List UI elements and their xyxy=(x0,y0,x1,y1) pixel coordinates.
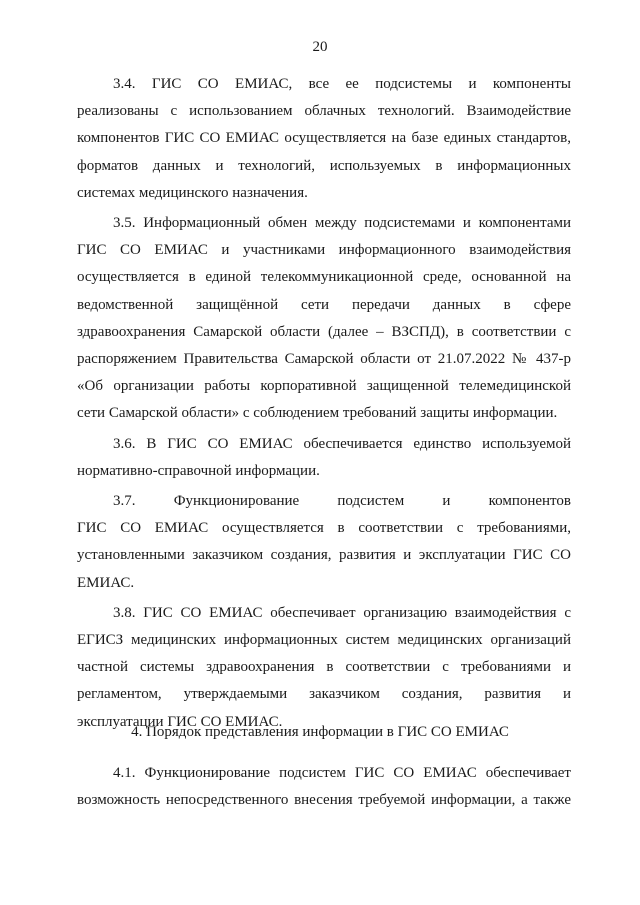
text-line: установленными заказчиком создания, развития и эксплуатации ГИС СО xyxy=(77,547,571,564)
text-line: здравоохранения Самарской области (далее – ВЗСПД), в соответствии с xyxy=(77,323,571,340)
text-line: 3.4. ГИС СО ЕМИАС, все ее подсистемы и компоненты xyxy=(113,76,571,92)
text-line: ведомственной защищённой сети передачи данных в сфере xyxy=(77,296,571,313)
text-line: сети Самарской области» с соблюдением требований защиты информации. xyxy=(77,405,558,422)
text-line: 3.7. Функционирование подсистем и компонентов xyxy=(113,493,571,510)
text-line: 3.8. ГИС СО ЕМИАС обеспечивает организацию взаимодействия с xyxy=(113,604,571,621)
paragraph-3-6 xyxy=(77,431,571,485)
text-line: форматов данных и технологий, используемых в информационных xyxy=(77,157,571,174)
text-line: возможность непосредственного внесения требуемой информации, а также xyxy=(77,792,571,809)
text-line: распоряжением Правительства Самарской области от 21.07.2022 № 437-р xyxy=(77,351,571,368)
text-line: ГИС СО ЕМИАС и участниками информационного взаимодействия xyxy=(77,242,571,259)
text-line: 4.1. Функционирование подсистем ГИС СО ЕМИАС обеспечивает xyxy=(113,765,571,781)
text-line: «Об организации работы корпоративной защищенной телемедицинской xyxy=(77,378,571,395)
text-line: эксплуатации ГИС СО ЕМИАС. xyxy=(77,713,283,730)
text-line: осуществляется в единой телекоммуникационной среде, основанной на xyxy=(77,269,571,286)
text-line: реализованы с использованием облачных технологий. Взаимодействие xyxy=(77,103,571,120)
text-line: ЕГИСЗ медицинских информационных систем медицинских организаций xyxy=(77,632,571,649)
text-line: 3.5. Информационный обмен между подсистемами и компонентами xyxy=(113,215,571,232)
paragraph-3-5 xyxy=(77,210,571,428)
text-line: системах медицинского назначения. xyxy=(77,184,308,201)
text-line: 3.6. В ГИС СО ЕМИАС обеспечивается единство используемой xyxy=(113,435,571,452)
text-line: регламентом, утверждаемыми заказчиком создания, развития и xyxy=(77,686,571,703)
text-line: нормативно-справочной информации. xyxy=(77,462,320,479)
paragraph-3-4 xyxy=(77,71,571,207)
text-line: ГИС СО ЕМИАС осуществляется в соответствии с требованиями, xyxy=(77,520,571,537)
text-line: ЕМИАС. xyxy=(77,574,135,591)
page-number: 20 xyxy=(312,39,328,55)
paragraph-4-1 xyxy=(77,760,571,817)
paragraph-3-8 xyxy=(77,600,571,736)
text-line: компонентов ГИС СО ЕМИАС осуществляется на базе единых стандартов, xyxy=(77,130,571,147)
paragraph-3-7 xyxy=(77,488,571,597)
text-line: частной системы здравоохранения в соответствии с требованиями и xyxy=(77,659,571,676)
document-body xyxy=(77,71,571,739)
section-heading: 4. Порядок представления информации в ГИС СО ЕМИАС xyxy=(131,724,509,740)
